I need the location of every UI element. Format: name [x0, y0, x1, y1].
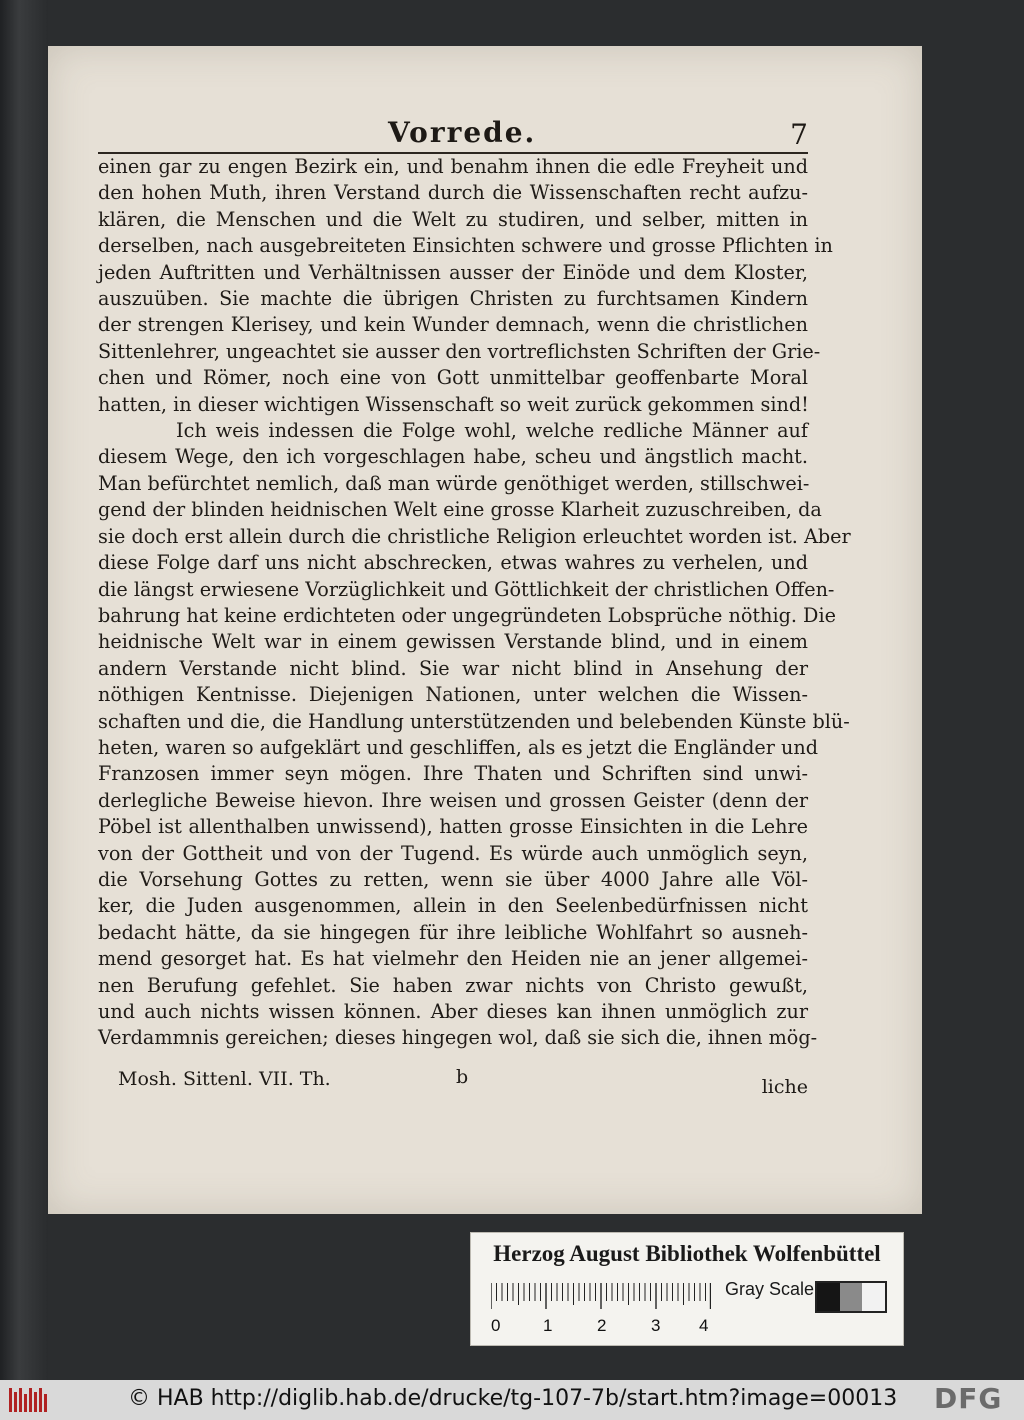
scale-number: 0: [491, 1316, 501, 1335]
text-line: gend der blinden heidnischen Welt eine grosse Klarheit zuzuschreiben, da: [98, 498, 822, 522]
text-line: die längst erwiesene Vorzüglichkeit und Göttlichkeit der christlichen Offen-: [98, 577, 835, 601]
hab-logo-icon: [8, 1386, 48, 1414]
text-line: hatten, in dieser wichtigen Wissenschaft so weit zurück gekommen sind!: [98, 392, 809, 416]
left-binding-strip: [0, 0, 48, 1380]
text-line: nen Berufung gefehlet. Sie haben zwar nichts von Christo gewußt,: [98, 973, 808, 997]
text-line: chen und Römer, noch eine von Gott unmittelbar geoffenbarte Moral: [98, 366, 808, 390]
signature-title: Mosh. Sittenl. VII. Th.: [118, 1068, 331, 1090]
text-line: einen gar zu engen Bezirk ein, und benahm ihnen die edle Freyheit und: [98, 155, 808, 178]
measurement-ruler: [491, 1279, 711, 1335]
signature-mark: b: [456, 1066, 469, 1088]
text-line: andern Verstande nicht blind. Sie war nicht blind in Ansehung der: [98, 656, 808, 680]
body-text: [98, 154, 851, 1052]
text-line: nöthigen Kentnisse. Diejenigen Nationen, unter welchen die Wissen-: [98, 683, 808, 707]
running-head-title: Vorrede.: [388, 116, 537, 149]
scale-number: 1: [543, 1316, 553, 1335]
library-name: Herzog August Bibliothek Wolfenbüttel: [493, 1241, 881, 1266]
text-line: Ich weis indessen die Folge wohl, welche redliche Männer auf: [176, 419, 808, 443]
swatch-black: [817, 1283, 840, 1311]
text-line: derlegliche Beweise hievon. Ihre weisen und grossen Geister (denn der: [98, 788, 808, 812]
text-line: die Vorsehung Gottes zu retten, wenn sie über 4000 Jahre alle Völ-: [98, 867, 808, 891]
page-footer: [98, 1062, 808, 1096]
text-line: diese Folge darf uns nicht abschrecken, etwas wahres zu verhelen, und: [98, 551, 808, 575]
text-line: ker, die Juden ausgenommen, allein in den Seelenbedürfnissen nicht: [98, 894, 808, 918]
text-line: Man befürchtet nemlich, daß man würde genöthiget werden, stillschwei-: [98, 471, 810, 495]
text-line: von der Gottheit und von der Tugend. Es würde auch unmöglich seyn,: [98, 841, 808, 865]
gray-scale-swatch: [815, 1281, 887, 1313]
library-scale-card: [470, 1232, 904, 1346]
text-line: der strengen Klerisey, und kein Wunder demnach, wenn die christlichen: [98, 313, 808, 337]
text-line: bahrung hat keine erdichteten oder ungegründeten Lobsprüche nöthig. Die: [98, 603, 836, 627]
text-line: den hohen Muth, ihren Verstand durch die Wissenschaften recht aufzu-: [98, 181, 808, 205]
text-line: und auch nichts wissen können. Aber dieses kan ihnen unmöglich zur: [98, 1000, 808, 1023]
text-line: Pöbel ist allenthalben unwissend), hatten grosse Einsichten in die Lehre: [98, 815, 808, 839]
swatch-gray: [840, 1283, 863, 1311]
catchword: liche: [761, 1076, 808, 1098]
page-number: 7: [790, 118, 808, 151]
gray-scale-label: Gray Scale: [725, 1279, 815, 1299]
text-line: Sittenlehrer, ungeachtet sie ausser den vortreflichsten Schriften der Grie-: [98, 339, 821, 363]
book-page: [48, 46, 922, 1214]
source-url-link[interactable]: © HAB http://diglib.hab.de/drucke/tg-107-7b/start.htm?image=00013: [128, 1386, 898, 1411]
text-line: derselben, nach ausgebreiteten Einsichten schwere und grosse Pflichten in: [98, 234, 833, 258]
running-head: [98, 116, 808, 154]
text-line: Franzosen immer seyn mögen. Ihre Thaten und Schriften sind unwi-: [98, 762, 808, 786]
text-line: bedacht hätte, da sie hingegen für ihre leibliche Wohlfahrt so ausneh-: [98, 920, 808, 944]
text-line: auszuüben. Sie machte die übrigen Christen zu furchtsamen Kindern: [98, 287, 808, 311]
swatch-white: [862, 1283, 885, 1311]
text-line: jeden Auftritten und Verhältnissen ausser der Einöde und dem Kloster,: [98, 260, 808, 284]
text-line: klären, die Menschen und die Welt zu studiren, und selber, mitten in: [98, 207, 808, 231]
text-line: diesem Wege, den ich vorgeschlagen habe, scheu und ängstlich macht.: [98, 445, 808, 469]
text-line: schaften und die, die Handlung unterstützenden und belebenden Künste blü-: [98, 709, 850, 733]
text-line: sie doch erst allein durch die christliche Religion erleuchtet worden ist. Aber: [98, 524, 851, 548]
dfg-logo: DFG: [934, 1382, 1003, 1415]
scale-number: 4: [699, 1316, 709, 1335]
footer-bar: [0, 1380, 1024, 1420]
text-line: Verdammnis gereichen; dieses hingegen wol, daß sie sich die, ihnen mög-: [98, 1026, 818, 1050]
text-line: heten, waren so aufgeklärt und geschliffen, als es jetzt die Engländer und: [98, 735, 819, 759]
scale-number: 2: [597, 1316, 607, 1335]
scale-number: 3: [651, 1316, 661, 1335]
text-line: heidnische Welt war in einem gewissen Verstande blind, und in einem: [98, 630, 808, 654]
text-line: mend gesorget hat. Es hat vielmehr den Heiden nie an jener allgemei-: [98, 947, 808, 971]
